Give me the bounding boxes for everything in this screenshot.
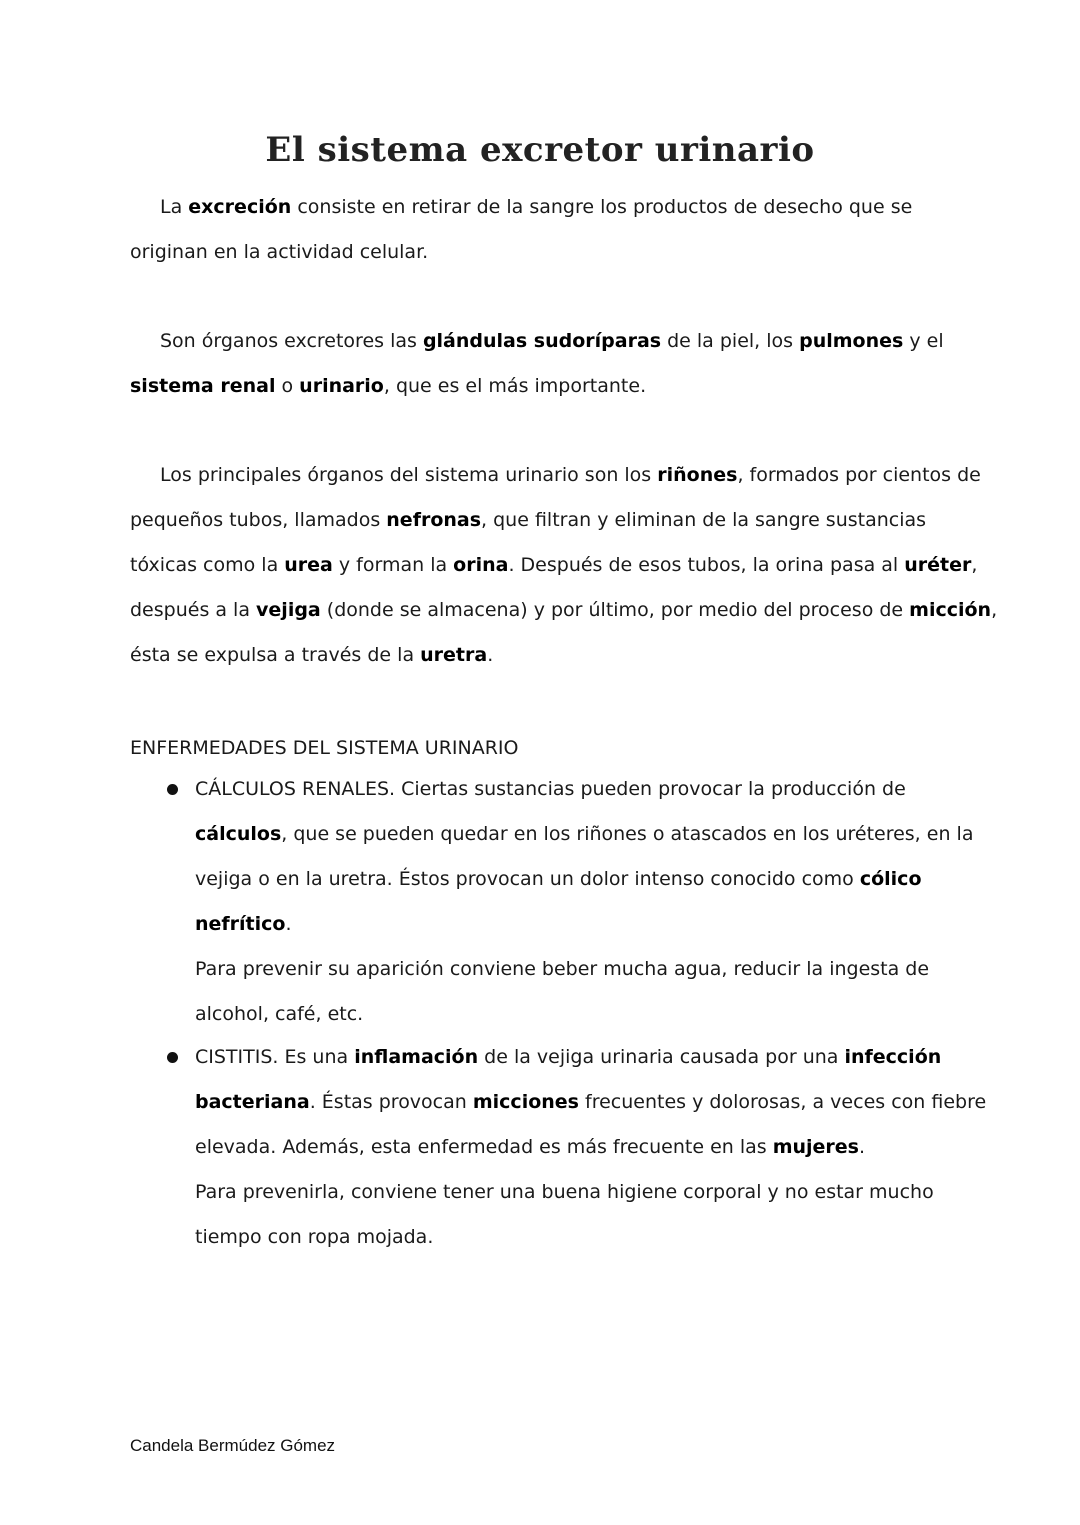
text-segment: Son órganos excretores las: [160, 330, 423, 352]
text-segment: La: [160, 196, 189, 218]
bold-term: orina: [453, 554, 509, 576]
bullet-cystitis: [195, 1035, 987, 1260]
text-line: [130, 319, 960, 364]
text-line: [195, 1080, 987, 1125]
bold-term: inflamación: [354, 1046, 479, 1068]
bold-term: urinario: [299, 375, 384, 397]
text-segment: tóxicas como la: [130, 554, 285, 576]
text-line: [195, 1215, 965, 1260]
text-segment: .: [487, 644, 494, 666]
author-footer: Candela Bermúdez Gómez: [130, 1436, 336, 1455]
paragraph-excretion: [130, 185, 960, 275]
text-segment: CÁLCULOS RENALES. Ciertas sustancias pueden provocar la producción de: [195, 778, 906, 800]
text-segment: después a la: [130, 599, 257, 621]
text-segment: tiempo con ropa mojada.: [195, 1226, 434, 1248]
text-line: [130, 543, 978, 588]
text-segment: de la piel, los: [661, 330, 800, 352]
bold-term: riñones: [657, 464, 738, 486]
text-segment: vejiga o en la uretra. Éstos provocan un dolor intenso conocido como: [195, 868, 860, 890]
bold-term: excreción: [188, 196, 292, 218]
bold-term: nefrítico: [195, 913, 286, 935]
bold-term: sistema renal: [130, 375, 276, 397]
bullet-kidney-stones: [195, 767, 974, 1037]
text-segment: ,: [991, 599, 998, 621]
bold-term: nefronas: [386, 509, 482, 531]
text-line: [195, 812, 974, 857]
bold-term: cálculos: [195, 823, 282, 845]
page-title: El sistema excretor urinario: [265, 130, 815, 170]
text-line: [130, 185, 960, 230]
text-segment: y el: [903, 330, 944, 352]
text-line: [195, 992, 965, 1037]
text-segment: . Después de esos tubos, la orina pasa al: [508, 554, 905, 576]
text-segment: . Éstas provocan: [309, 1091, 473, 1113]
bold-term: bacteriana: [195, 1091, 310, 1113]
text-line: [195, 902, 965, 947]
section-heading: ENFERMEDADES DEL SISTEMA URINARIO: [130, 737, 519, 759]
bold-term: pulmones: [799, 330, 904, 352]
bold-term: infección: [844, 1046, 942, 1068]
bullet-dot-icon: [167, 1052, 178, 1063]
text-line: [195, 947, 965, 992]
text-segment: o: [275, 375, 300, 397]
paragraph-excretory-organs: [130, 319, 960, 409]
text-segment: elevada. Además, esta enfermedad es más frecuente en las: [195, 1136, 773, 1158]
text-line: [195, 1035, 965, 1080]
text-segment: , que filtran y eliminan de la sangre sustancias: [481, 509, 927, 531]
text-segment: consiste en retirar de la sangre los productos de desecho que se: [291, 196, 913, 218]
text-line: [130, 230, 960, 275]
text-segment: ,: [971, 554, 978, 576]
bold-term: micción: [909, 599, 992, 621]
text-segment: Para prevenir su aparición conviene beber mucha agua, reducir la ingesta de: [195, 958, 930, 980]
text-segment: y forman la: [332, 554, 454, 576]
text-line: [130, 633, 960, 678]
text-segment: , que se pueden quedar en los riñones o atascados en los uréteres, en la: [281, 823, 974, 845]
text-segment: , que es el más importante.: [383, 375, 647, 397]
text-line: [195, 1170, 965, 1215]
text-line: [130, 364, 960, 409]
bold-term: uréter: [904, 554, 972, 576]
text-segment: pequeños tubos, llamados: [130, 509, 387, 531]
text-line: [130, 453, 981, 498]
text-segment: .: [285, 913, 292, 935]
text-segment: Para prevenirla, conviene tener una buena higiene corporal y no estar mucho: [195, 1181, 934, 1203]
text-segment: , formados por cientos de: [737, 464, 981, 486]
text-segment: originan en la actividad celular.: [130, 241, 429, 263]
text-segment: frecuentes y dolorosas, a veces con fiebre: [578, 1091, 987, 1113]
bold-term: glándulas sudoríparas: [422, 330, 662, 352]
text-line: [195, 1125, 965, 1170]
text-segment: Los principales órganos del sistema urinario son los: [160, 464, 658, 486]
bullet-dot-icon: [167, 784, 178, 795]
text-segment: alcohol, café, etc.: [195, 1003, 364, 1025]
text-segment: de la vejiga urinaria causada por una: [478, 1046, 845, 1068]
bold-term: micciones: [472, 1091, 579, 1113]
bold-term: uretra: [420, 644, 488, 666]
text-segment: ésta se expulsa a través de la: [130, 644, 421, 666]
text-line: [130, 588, 998, 633]
bold-term: urea: [284, 554, 333, 576]
bold-term: vejiga: [256, 599, 321, 621]
text-line: [195, 767, 965, 812]
text-segment: .: [859, 1136, 866, 1158]
bold-term: mujeres: [772, 1136, 859, 1158]
text-segment: CISTITIS. Es una: [195, 1046, 355, 1068]
text-segment: (donde se almacena) y por último, por medio del proceso de: [320, 599, 910, 621]
text-line: [130, 498, 960, 543]
bold-term: cólico: [859, 868, 922, 890]
text-line: [195, 857, 965, 902]
paragraph-urinary-organs: [130, 453, 998, 678]
